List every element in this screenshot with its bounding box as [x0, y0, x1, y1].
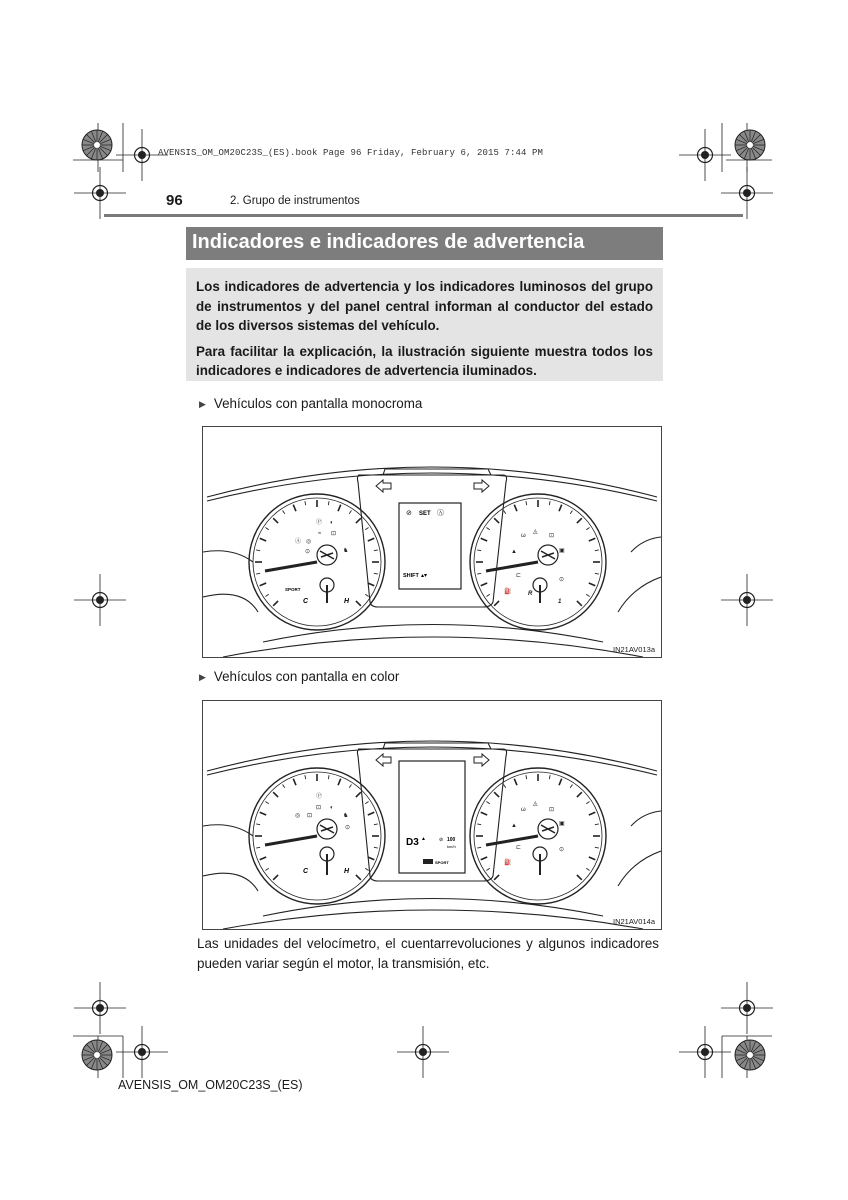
gauge-tick — [486, 868, 489, 870]
gauge-tick — [570, 784, 572, 787]
gauge-tick — [368, 812, 374, 815]
gauge-tick — [256, 573, 260, 574]
section-title: 2. Grupo de instrumentos — [230, 195, 360, 207]
instrument-cluster-figure-monochrome — [202, 426, 662, 658]
gauge-tick — [260, 583, 266, 586]
gauge-tick — [356, 792, 361, 797]
gauge-tick — [481, 538, 487, 541]
warning-triangle-icon: ▲ — [511, 823, 517, 829]
gauge-tick — [494, 601, 499, 606]
temp-hot-label: H — [344, 868, 350, 875]
gauge-tick — [283, 784, 285, 787]
tachometer-gauge — [249, 768, 385, 904]
header-rule — [104, 214, 743, 217]
registration-mark-icon — [721, 574, 773, 626]
gauge-tick — [477, 847, 481, 848]
display-set-text: SET — [419, 511, 431, 517]
intro-paragraph-1: Los indicadores de advertencia y los indicadores luminosos del grupo de instrumentos y del panel central informan al conductor del estado de los diversos sistemas del vehículo. — [196, 279, 653, 333]
parking-brake-icon: Ⓟ — [316, 794, 323, 800]
gauge-tick — [273, 601, 278, 606]
traction-icon: Ⓐ — [295, 539, 302, 545]
gauge-tick — [273, 875, 278, 880]
gauge-tick — [595, 847, 599, 848]
gauge-tick — [256, 847, 260, 848]
footer-note: Las unidades del velocímetro, el cuentarrevoluciones y algunos indicadores pueden variar según el motor, la transmisión, etc. — [197, 936, 659, 971]
gauge-tick — [273, 518, 278, 523]
gauge-tick — [305, 775, 306, 779]
gauge-tick — [260, 812, 266, 815]
svg-text:⊡: ⊡ — [307, 813, 313, 819]
temp-cold-label: C — [303, 868, 309, 875]
gauge-tick — [570, 510, 572, 513]
instrument-cluster-figure-color — [202, 700, 662, 930]
svg-text:▣: ▣ — [559, 548, 565, 554]
gauge-tick — [481, 583, 487, 586]
cluster-illustration — [203, 701, 661, 929]
svg-text:R: R — [528, 591, 533, 597]
crop-rosette-icon — [82, 130, 112, 160]
crop-rosette-icon — [82, 1040, 112, 1070]
page-number: 96 — [166, 192, 183, 209]
gauge-tick — [349, 510, 351, 513]
gauge-tick — [374, 824, 378, 825]
gauge-tick — [589, 857, 595, 860]
svg-text:◬: ◬ — [533, 801, 538, 807]
gauge-tick — [356, 601, 361, 606]
registration-mark-icon — [721, 982, 773, 1034]
svg-text:▣: ▣ — [559, 821, 565, 827]
gauge-tick — [595, 824, 599, 825]
meter-icon-text: ⊘ — [406, 510, 412, 517]
fuel-pump-icon: ⛽ — [504, 589, 512, 595]
gauge-tick — [273, 792, 278, 797]
headlight-icon: ◐ — [330, 805, 334, 811]
registration-mark-icon — [679, 129, 731, 181]
registration-mark-icon — [74, 982, 126, 1034]
svg-text:ω: ω — [521, 807, 526, 813]
registration-mark-icon — [74, 574, 126, 626]
airbag-icon: ♞ — [343, 548, 349, 554]
svg-text:≈: ≈ — [318, 531, 322, 537]
speedometer-gauge — [470, 494, 606, 630]
gauge-tick — [338, 779, 341, 785]
turn-signal-left-icon — [376, 754, 391, 766]
svg-text:◬: ◬ — [533, 529, 538, 535]
intro-box — [186, 268, 663, 381]
fuel-pump-icon: ⛽ — [504, 860, 512, 866]
print-file-header: AVENSIS_OM_OM20C23S_(ES).book Page 96 Friday, February 6, 2015 7:44 PM — [158, 148, 544, 158]
sport-indicator: SPORT — [285, 587, 301, 592]
gauge-tick — [494, 875, 499, 880]
gauge-tick — [365, 802, 368, 804]
gauge-tick — [514, 779, 517, 785]
svg-text:▲: ▲ — [421, 836, 426, 842]
gauge-tick — [374, 847, 378, 848]
crop-rosette-icon — [735, 130, 765, 160]
gauge-tick — [577, 792, 582, 797]
gauge-tick — [526, 775, 527, 779]
tire-pressure-icon: ⊙ — [559, 577, 565, 583]
page-heading: Indicadores e indicadores de advertencia — [192, 231, 585, 253]
svg-text:⊡: ⊡ — [549, 533, 555, 539]
gauge-tick — [368, 538, 374, 541]
figure-code: IN21AV013a — [613, 645, 655, 654]
gauge-tick — [486, 528, 489, 530]
figure-code: IN21AV014a — [613, 917, 655, 926]
gauge-tick — [595, 550, 599, 551]
warning-triangle-icon: ▲ — [511, 549, 517, 555]
svg-text:1: 1 — [558, 599, 562, 605]
gauge-tick — [260, 538, 266, 541]
gauge-tick — [265, 528, 268, 530]
gauge-tick — [477, 573, 481, 574]
gauge-tick — [577, 518, 582, 523]
gauge-tick — [504, 784, 506, 787]
registration-mark-icon — [74, 167, 126, 219]
gauge-tick — [481, 812, 487, 815]
gauge-tick — [595, 573, 599, 574]
tire-pressure-icon: ⊙ — [559, 847, 565, 853]
svg-text:◎: ◎ — [295, 813, 301, 819]
gauge-tick — [260, 857, 266, 860]
gauge-tick — [586, 594, 589, 596]
gauge-tick — [549, 775, 550, 779]
gauge-tick — [365, 594, 368, 596]
gauge-tick — [526, 501, 527, 505]
registration-mark-icon — [721, 167, 773, 219]
svg-text:⊡: ⊡ — [549, 807, 555, 813]
svg-text:◎: ◎ — [306, 539, 312, 545]
parking-brake-icon: Ⓟ — [316, 520, 323, 526]
gauge-tick — [477, 824, 481, 825]
registration-mark-icon — [397, 1026, 449, 1078]
svg-text:⊡: ⊡ — [316, 805, 322, 811]
crop-rosette-icon — [735, 1040, 765, 1070]
cruise-control-icon: Ⓐ — [437, 510, 444, 517]
gauge-tick — [265, 868, 268, 870]
gauge-tick — [293, 505, 296, 511]
svg-text:⊙: ⊙ — [345, 825, 351, 831]
gauge-tick — [477, 550, 481, 551]
turn-signal-right-icon — [474, 754, 489, 766]
gauge-tick — [365, 868, 368, 870]
variant-label-color: ▶ Vehículos con pantalla en color — [199, 669, 400, 684]
gauge-tick — [374, 573, 378, 574]
display-shift-text: SHIFT — [403, 573, 419, 579]
gauge-tick — [577, 875, 582, 880]
gauge-tick — [349, 784, 351, 787]
display-gear-text: D3 — [406, 837, 419, 848]
gauge-tick — [589, 812, 595, 815]
temp-cold-label: C — [303, 598, 309, 605]
gauge-tick — [494, 518, 499, 523]
display-range-text: 100 — [447, 837, 456, 843]
gauge-tick — [559, 505, 562, 511]
crop-marks-bottom — [73, 1036, 772, 1078]
gauge-tick — [514, 505, 517, 511]
triangle-bullet-icon: ▶ — [199, 399, 206, 409]
svg-text:⊘: ⊘ — [439, 837, 444, 843]
triangle-bullet-icon: ▶ — [199, 672, 206, 682]
registration-mark-icon — [116, 1026, 168, 1078]
svg-text:ω: ω — [521, 533, 526, 539]
gauge-tick — [589, 538, 595, 541]
svg-text:⊏: ⊏ — [516, 845, 522, 851]
gauge-tick — [504, 510, 506, 513]
gauge-tick — [494, 792, 499, 797]
svg-text:⊡: ⊡ — [331, 531, 337, 537]
gauge-tick — [265, 802, 268, 804]
gauge-tick — [486, 594, 489, 596]
gauge-tick — [256, 824, 260, 825]
registration-mark-icon — [679, 1026, 731, 1078]
gauge-tick — [374, 550, 378, 551]
tachometer-gauge — [249, 494, 385, 630]
gauge-tick — [559, 779, 562, 785]
gauge-tick — [577, 601, 582, 606]
gauge-tick — [586, 802, 589, 804]
gauge-tick — [586, 868, 589, 870]
intro-paragraph-2: Para facilitar la explicación, la ilustración siguiente muestra todos los indicadores e indicadores de advertencia iluminados. — [196, 343, 653, 378]
heading-bar — [186, 227, 663, 260]
gauge-tick — [486, 802, 489, 804]
display-range-unit: km/h — [447, 844, 456, 849]
gauge-tick — [586, 528, 589, 530]
speedometer-gauge — [470, 768, 606, 904]
headlight-icon: ◐ — [330, 520, 334, 526]
gauge-tick — [265, 594, 268, 596]
sport-indicator: SPORT — [435, 860, 449, 865]
temp-hot-label: H — [344, 598, 350, 605]
gauge-tick — [365, 528, 368, 530]
gauge-tick — [256, 550, 260, 551]
svg-text:▴▾: ▴▾ — [421, 573, 428, 579]
gauge-tick — [328, 501, 329, 505]
turn-signal-left-icon — [376, 480, 391, 492]
svg-text:⊙: ⊙ — [305, 549, 311, 555]
gauge-tick — [283, 510, 285, 513]
gauge-tick — [589, 583, 595, 586]
turn-signal-right-icon — [474, 480, 489, 492]
airbag-icon: ♞ — [343, 813, 349, 819]
gauge-tick — [293, 779, 296, 785]
svg-text:⊏: ⊏ — [516, 573, 522, 579]
gauge-tick — [356, 518, 361, 523]
gauge-tick — [328, 775, 329, 779]
gauge-tick — [481, 857, 487, 860]
footer-model-code: AVENSIS_OM_OM20C23S_(ES) — [118, 1078, 303, 1092]
gauge-tick — [305, 501, 306, 505]
gauge-tick — [338, 505, 341, 511]
variant-label-monochrome: ▶ Vehículos con pantalla monocroma — [199, 396, 423, 411]
gauge-tick — [356, 875, 361, 880]
gauge-tick — [549, 501, 550, 505]
cluster-illustration — [203, 427, 661, 657]
